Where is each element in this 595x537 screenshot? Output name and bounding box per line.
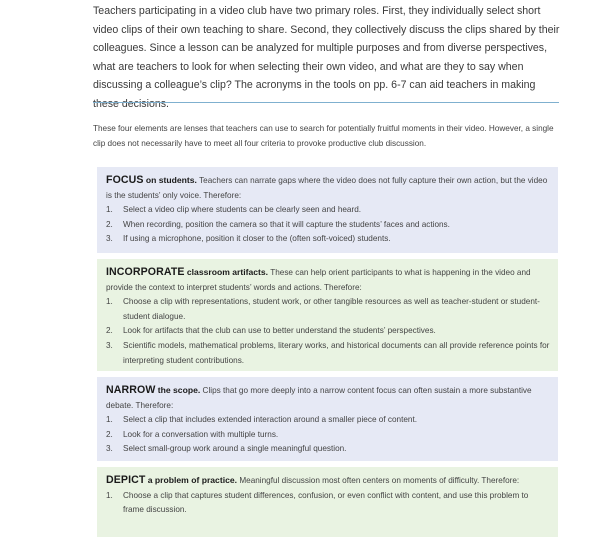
step-number: 1. [106,415,113,425]
list-item [106,232,550,247]
lens-steps [106,413,550,457]
lens-heading [106,473,550,489]
step-text: Choose a clip that captures student differences, confusion, or even conflict with content, and use this problem to frame discussion. [123,490,529,515]
step-number: 1. [106,205,113,215]
step-text: Look for artifacts that the club can use to better understand the students’ perspectives. [123,326,436,336]
lens-box-depict [97,467,558,537]
step-number: 2. [106,219,113,229]
step-text: If using a microphone, position it closer to the (often soft-voiced) students. [123,234,391,244]
lens-title: classroom artifacts. [186,267,269,277]
step-number: 3. [106,444,113,454]
lens-description: Teachers can narrate gaps where the video does not fully capture their own action, but the video is the students’ only voice. Therefore: [106,176,548,200]
lens-title: the scope. [157,385,201,395]
step-number: 2. [106,429,113,439]
step-text: Select small-group work around a single meaningful question. [123,444,347,454]
lens-description: Clips that go more deeply into a narrow content focus can often sustain a more substantive debate. Therefore: [106,386,532,410]
step-text: Scientific models, mathematical problems, literary works, and historical documents can all provide reference points for interpreting student contributions. [123,340,550,365]
step-text: Look for a conversation with multiple turns. [123,429,279,439]
step-text: Select a clip that includes extended interaction around a smaller piece of content. [123,415,418,425]
lens-keyword: DEPICT [106,474,146,486]
lens-title: a problem of practice. [147,475,238,485]
lens-description: Meaningful discussion most often centers on moments of difficulty. Therefore: [239,476,520,485]
step-number: 1. [106,297,113,307]
step-number: 3. [106,234,113,244]
lens-keyword: INCORPORATE [106,266,185,278]
step-text: Select a video clip where students can be clearly seen and heard. [123,205,362,215]
list-item [106,413,550,428]
lens-keyword: NARROW [106,384,156,396]
lens-steps [106,489,550,518]
lens-steps [106,203,550,247]
section-divider [93,102,559,103]
lens-keyword: FOCUS [106,174,144,186]
list-item [106,489,550,518]
lens-description: These can help orient participants to what is happening in the video and provide the context to interpret students’ words and actions. Therefore: [106,268,531,292]
lens-title: on students. [145,175,197,185]
lens-box-narrow [97,377,558,461]
list-item [106,428,550,443]
lens-heading [106,173,550,203]
intro-paragraph: Teachers participating in a video club have two primary roles. First, they individually select short video clips of their own teaching to share. Second, they collectively discuss the clips shared by their colleagues. Since a lesson can be analyzed for multiple purposes and from diverse perspectives, what are teachers to look for when selecting their own video, and what are they to say when discussing a colleague’s clip? The acronyms in the tools on pp. 6-7 can aid teachers in making these decisions. [93,5,560,110]
list-item [106,295,550,324]
lens-box-focus [97,167,558,253]
step-number: 3. [106,340,113,350]
lenses-intro: These four elements are lenses that teachers can use to search for potentially fruitful moments in their video. However, a single clip does not necessarily have to meet all four criteria to provoke productive club discussion. [93,124,554,148]
step-number: 1. [106,490,113,500]
list-item [106,324,550,339]
step-text: When recording, position the camera so that it will capture the students’ faces and actions. [123,219,450,229]
step-number: 2. [106,326,113,336]
lens-heading [106,265,550,295]
list-item [106,218,550,233]
lens-steps [106,295,550,368]
list-item [106,442,550,457]
lens-box-incorporate [97,259,558,371]
step-text: Choose a clip with representations, student work, or other tangible resources as well as teacher-student or student-student dialogue. [123,297,540,321]
lens-heading [106,383,550,413]
list-item [106,203,550,218]
list-item [106,339,550,368]
